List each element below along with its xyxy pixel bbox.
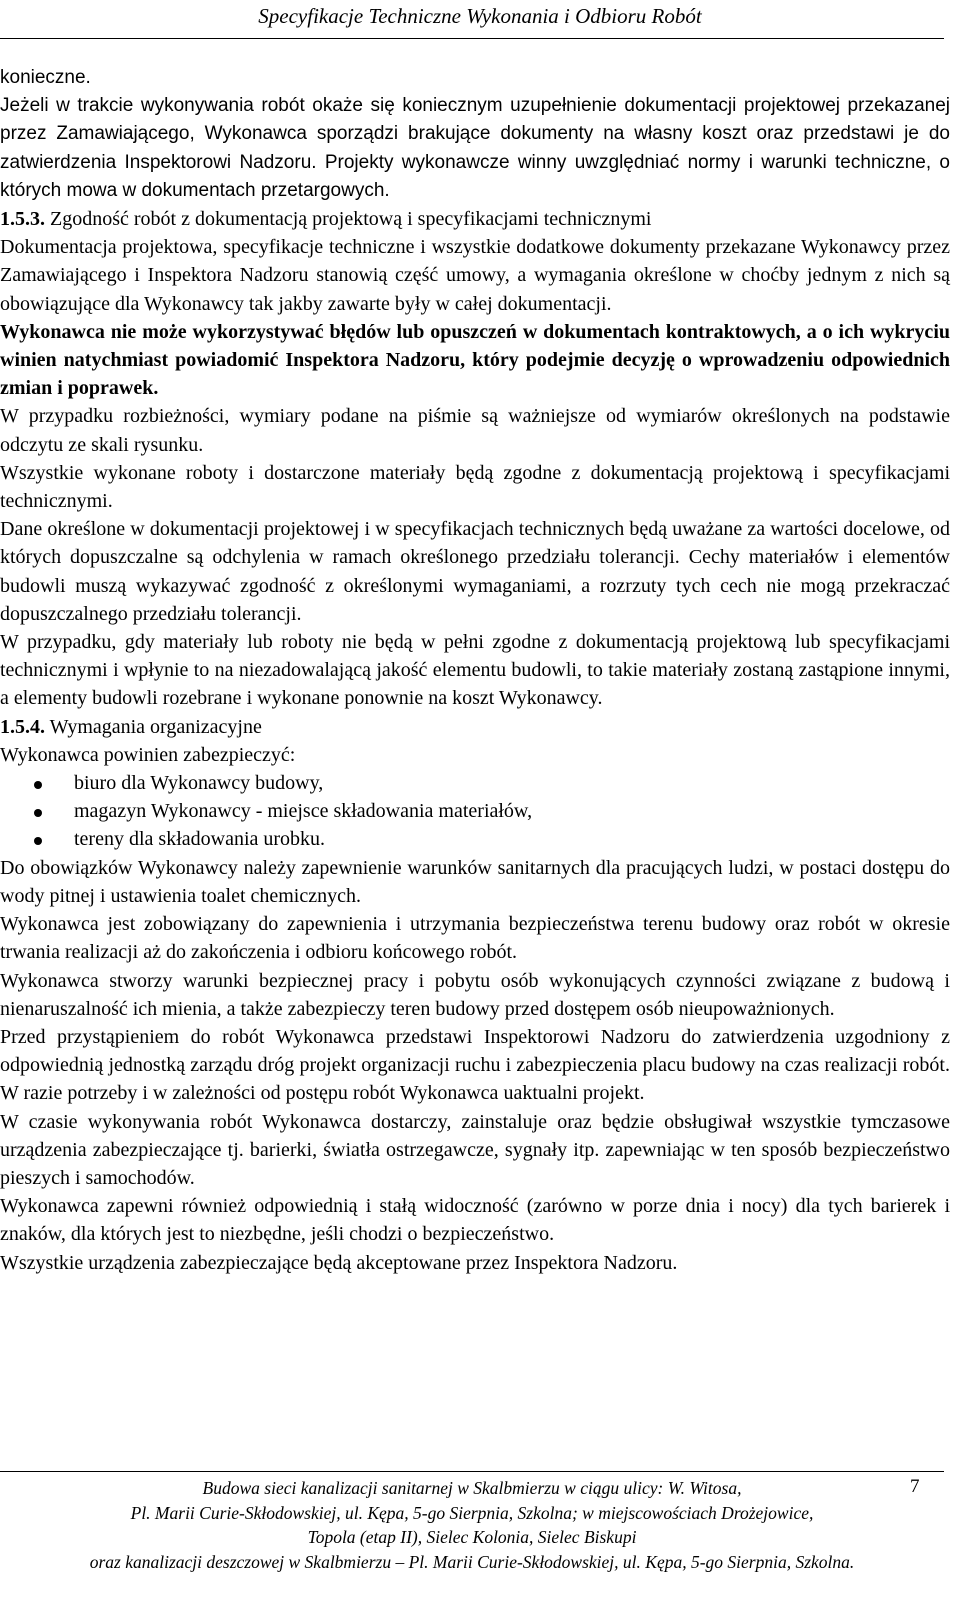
paragraph: Przed przystąpieniem do robót Wykonawca przedstawi Inspektorowi Nadzoru do zatwierdzenia uzgodniony z odpowiednią jednostką zarządu dróg projekt organizacji ruchu i zabezpieczenia placu budowy na czas realizacji robót. W razie potrzeby i w zależności od postępu robót Wykonawca uaktualni projekt. xyxy=(0,1025,950,1105)
list-item xyxy=(0,797,950,825)
section-title: Zgodność robót z dokumentacją projektową i specyfikacjami technicznymi xyxy=(45,208,652,231)
list-item-text: tereny dla składowania urobku. xyxy=(74,828,326,851)
paragraph: W przypadku rozbieżności, wymiary podane na piśmie są ważniejsze od wymiarów określonych na podstawie odczytu ze skali rysunku. xyxy=(0,405,950,456)
bullet-icon xyxy=(34,837,42,845)
section-number: 1.5.4. xyxy=(0,715,45,738)
list-item xyxy=(0,769,950,797)
page-header-title: Specyfikacje Techniczne Wykonania i Odbioru Robót xyxy=(258,4,702,28)
section-heading-1-5-3 xyxy=(0,205,950,233)
paragraph: konieczne. xyxy=(0,67,91,88)
section-title: Wymagania organizacyjne xyxy=(45,715,262,738)
paragraph: Wykonawca powinien zabezpieczyć: xyxy=(0,743,296,766)
section-number: 1.5.3. xyxy=(0,208,45,231)
paragraph: Wykonawca zapewni również odpowiednią i stałą widoczność (zarówno w porze dnia i nocy) dla tych barierek i znaków, dla których jest to niezbędne, jeśli chodzi o bezpieczeństwo. xyxy=(0,1195,950,1246)
paragraph-bold: Wykonawca nie może wykorzystywać błędów lub opuszczeń w dokumentach kontraktowych, a o ich wykryciu winien natychmiast powiadomić Inspektora Nadzoru, który podejmie decyzję o wprowadzeniu odpowiednich zmian i poprawek. xyxy=(0,320,950,400)
paragraph: Jeżeli w trakcie wykonywania robót okaże się koniecznym uzupełnienie dokumentacji projektowej przekazanej przez Zamawiającego, Wykonawca sporządzi brakujące dokumenty na własny koszt oraz przedstawi je do zatwierdzenia Inspektorowi Nadzoru. Projekty wykonawcze winny uwzględniać normy i warunki techniczne, o których mowa w dokumentach przetargowych. xyxy=(0,95,950,201)
bullet-icon xyxy=(34,809,42,817)
list-item xyxy=(0,825,950,853)
paragraph: Wykonawca jest zobowiązany do zapewnienia i utrzymania bezpieczeństwa terenu budowy oraz robót w okresie trwania realizacji aż do zakończenia i odbioru końcowego robót. xyxy=(0,913,950,964)
paragraph: Wszystkie urządzenia zabezpieczające będą akceptowane przez Inspektora Nadzoru. xyxy=(0,1251,678,1274)
bullet-icon xyxy=(34,781,42,789)
footer-rule xyxy=(0,1471,944,1472)
paragraph: Dane określone w dokumentacji projektowej i w specyfikacjach technicznych będą uważane za wartości docelowe, od których dopuszczalne są odchylenia w ramach określonego przedziału tolerancji. Cechy materiałów i elementów budowli muszą wykazywać zgodność z określonymi wymaganiami, a rozrzuty tych cech nie mogą przekraczać dopuszczalnego przedziału tolerancji. xyxy=(0,518,950,625)
list-item-text: biuro dla Wykonawcy budowy, xyxy=(74,772,324,795)
paragraph: W przypadku, gdy materiały lub roboty nie będą w pełni zgodne z dokumentacją projektową lub specyfikacjami technicznymi i wpłynie to na niezadowalającą jakość elementu budowli, to takie materiały zostaną zastąpione innymi, a elementy budowli rozebrane i wykonane ponownie na koszt Wykonawcy. xyxy=(0,631,950,710)
document-body xyxy=(0,64,950,1277)
list-item-text: magazyn Wykonawcy - miejsce składowania materiałów, xyxy=(74,800,533,823)
paragraph: Wykonawca stworzy warunki bezpiecznej pracy i pobytu osób wykonujących czynności związane z budową i nienaruszalność ich mienia, a także zabezpieczy teren budowy przed dostępem osób nieupoważnionych. xyxy=(0,969,950,1020)
footer-line: Topola (etap II), Sielec Kolonia, Sielec Biskupi xyxy=(307,1527,637,1547)
footer-line: Budowa sieci kanalizacji sanitarnej w Skalbmierzu w ciągu ulicy: W. Witosa, xyxy=(202,1478,742,1498)
section-heading-1-5-4 xyxy=(0,713,950,741)
paragraph: Wszystkie wykonane roboty i dostarczone materiały będą zgodne z dokumentacją projektową i specyfikacjami technicznymi. xyxy=(0,461,950,513)
paragraph: Do obowiązków Wykonawcy należy zapewnienie warunków sanitarnych dla pracujących ludzi, w postaci dostępu do wody pitnej i ustawienia toalet chemicznych. xyxy=(0,856,950,907)
bullet-list xyxy=(0,769,950,854)
header-rule xyxy=(0,38,944,39)
footer-line: Pl. Marii Curie-Skłodowskiej, ul. Kępa, 5-go Sierpnia, Szkolna; w miejscowościach Drożejowice, xyxy=(130,1502,814,1523)
footer-line: oraz kanalizacji deszczowej w Skalbmierzu – Pl. Marii Curie-Skłodowskiej, ul. Kępa, 5-go Sierpnia, Szkolna. xyxy=(89,1551,855,1572)
page-footer xyxy=(0,1476,944,1574)
page-number: 7 xyxy=(910,1476,920,1497)
paragraph: Dokumentacja projektowa, specyfikacje techniczne i wszystkie dodatkowe dokumenty przekazane Wykonawcy przez Zamawiającego i Inspektora Nadzoru stanowią część umowy, a wymagania określone w choćby jednym z nich są obowiązujące dla Wykonawcy tak jakby zawarte były w całej dokumentacji. xyxy=(0,236,950,315)
paragraph: W czasie wykonywania robót Wykonawca dostarczy, zainstaluje oraz będzie obsługiwał wszystkie tymczasowe urządzenia zabezpieczające tj. barierki, światła ostrzegawcze, sygnały itp. zapewniając w ten sposób bezpieczeństwo pieszych i samochodów. xyxy=(0,1110,950,1189)
